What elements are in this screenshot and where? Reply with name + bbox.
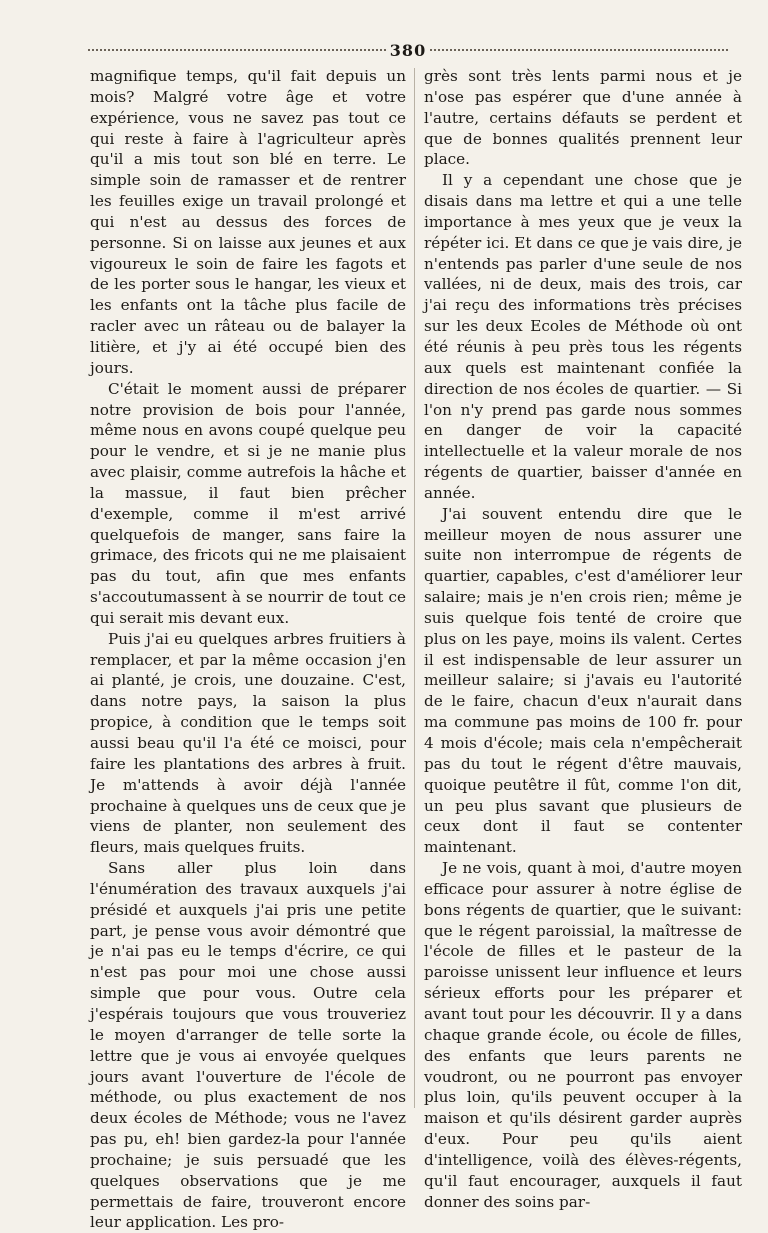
paragraph: Puis j'ai eu quelques arbres fruitiers à remplacer, et par la même occasion j'en ai planté, je crois, une douzaine. C'est, dans notre pays, la saison la plus propice, à condition que le temps soit aussi beau qu'il l'a été ce moisci, pour faire les plantations des arbres à fruit. Je m'attends à avoir déjà l'année prochaine à quelques uns de ceux que je viens de planter, non seulement des fleurs, mais quelques fruits.	[90, 629, 406, 857]
paragraph: Je ne vois, quant à moi, d'autre moyen efficace pour assurer à notre église de bons régents de quartier, que le suivant: que le régent paroissial, la maîtresse de l'école de filles et le pasteur de la paroisse unissent leur influence et leurs sérieux efforts pour les préparer et avant tout pour les découvrir. Il y a dans chaque grande école, ou école de filles, des enfants que leurs parents ne voudront, ou ne pourront pas envoyer plus loin, qu'ils peuvent occuper à la maison et qu'ils désirent garder auprès d'eux. Pour peu qu'ils aient d'intelligence, voilà des élèves-régents, qu'il faut encourager, auxquels il faut donner des soins par-	[424, 859, 742, 1211]
left-column	[90, 66, 406, 1233]
page-header	[88, 40, 728, 60]
paragraph: magnifique temps, qu'il fait depuis un mois? Malgré votre âge et votre expérience, vous ne savez pas tout ce qui reste à faire à l'agriculteur après qu'il a mis tout son blé en terre. Le simple soin de ramasser et de rentrer les feuilles exige un travail prolongé et qui n'est au dessus des forces de personne. Si on laisse aux jeunes et aux vigoureux le soin de faire les fagots et de les porter sous le hangar, les vieux et les enfants ont la tâche plus facile de racler avec un râteau ou de balayer la litière, et j'y ai été occupé bien des jours.	[90, 67, 406, 377]
column-divider	[414, 68, 415, 1108]
paragraph: J'ai souvent entendu dire que le meilleur moyen de nous assurer une suite non interrompue de régents de quartier, capables, c'est d'améliorer leur salaire; mais je n'en crois rien; même je suis quelque fois tenté de croire que plus on les paye, moins ils valent. Certes il est indispensable de leur assurer un meilleur salaire; si j'avais eu l'autorité de le faire, chacun d'eux n'aurait dans ma commune pas moins de 100 fr. pour 4 mois d'école; mais cela n'empêcherait pas du tout le régent d'être mauvais, quoique peutêtre il fût, comme l'on dit, un peu plus savant que plusieurs de ceux dont il faut se contenter maintenant.	[424, 504, 742, 857]
paragraph: Sans aller plus loin dans l'énumération des travaux auxquels j'ai présidé et auxquels j'ai pris une petite part, je pense vous avoir démontré que je n'ai pas eu le temps d'écrire, ce qui n'est pas pour moi une chose aussi simple que pour vous. Outre cela j'espérais toujours que vous trouveriez le moyen d'arranger de telle sorte la lettre que je vous ai envoyée quelques jours avant l'ouverture de l'école de méthode, ou plus exactement de nos deux écoles de Méthode; vous ne l'avez pas pu, eh! bien gardez-la pour l'année prochaine; je suis persuadé que les quelques observations que je me permettais de faire, trouveront encore leur application. Les pro-	[90, 859, 406, 1232]
paragraph: C'était le moment aussi de préparer notre provision de bois pour l'année, même nous en avons coupé quelque peu pour le vendre, et si je ne manie plus avec plaisir, comme autrefois la hâche et la massue, il faut bien prêcher d'exemple, comme il m'est arrivé quelquefois de manger, sans faire la grimace, des fricots qui ne me plaisaient pas du tout, afin que mes enfants s'accoutumassent à se nourrir de tout ce qui serait mis devant eux.	[90, 379, 406, 627]
paragraph: Il y a cependant une chose que je disais dans ma lettre et qui a une telle importance à mes yeux que je veux la répéter ici. Et dans ce que je vais dire, je n'entends pas parler d'une seule de nos vallées, ni de deux, mais des trois, car j'ai reçu des informations très précises sur les deux Ecoles de Méthode où ont été réunis à peu près tous les régents aux quels est maintenant confiée la direction de nos écoles de quartier. — Si l'on n'y prend pas garde nous sommes en danger de voir la capacité intellectuelle et la valeur morale de nos régents de quartier, baisser d'année en année.	[424, 171, 742, 502]
header-rule-right	[430, 49, 728, 51]
page-number: 380	[389, 40, 427, 60]
paragraph: grès sont très lents parmi nous et je n'ose pas espérer que d'une année à l'autre, certains défauts se perdent et que de bonnes qualités prennent leur place.	[424, 67, 742, 169]
right-column	[424, 66, 742, 1212]
header-rule-left	[88, 49, 386, 51]
